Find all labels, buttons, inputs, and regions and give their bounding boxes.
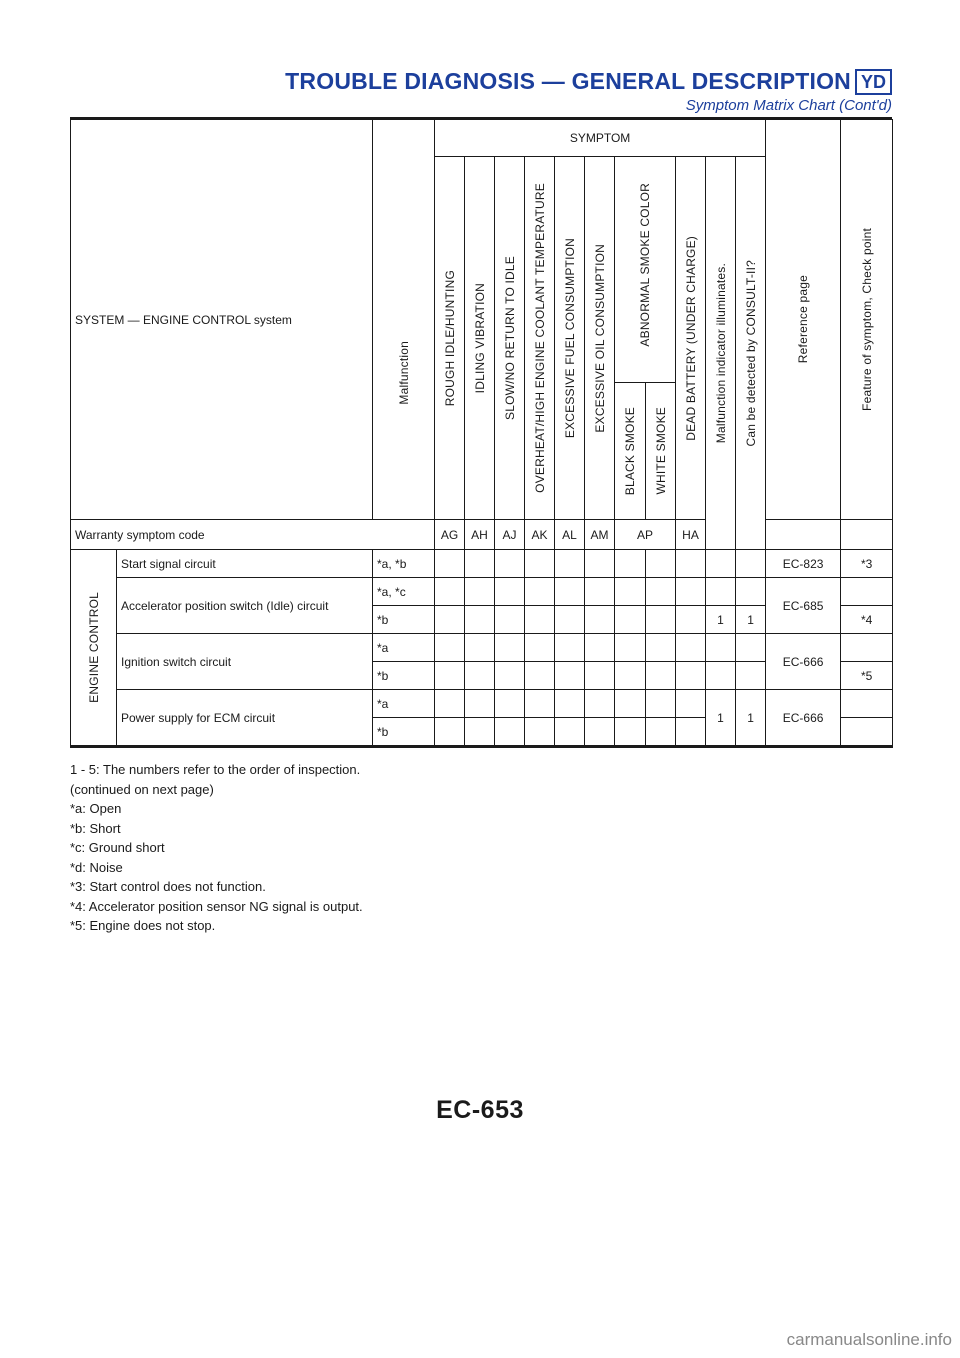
malfunction-value: *a, *c [373, 578, 435, 606]
model-badge: YD [855, 69, 892, 95]
symptom-header-black-smoke [615, 383, 646, 520]
page-title: TROUBLE DIAGNOSIS — GENERAL DESCRIPTION [285, 68, 851, 94]
symptom-group-label: SYMPTOM [569, 131, 631, 145]
reference-page-value: EC-666 [766, 690, 841, 747]
category-label: ENGINE CONTROL [86, 592, 101, 703]
reference-page-header [766, 120, 841, 520]
warranty-code-row [71, 520, 893, 550]
malfunction-header [373, 120, 435, 520]
symptom-label: Can be detected by CONSULT-II? [743, 259, 758, 447]
footnote: *c: Ground short [70, 840, 165, 855]
circuit-name: Power supply for ECM circuit [117, 690, 373, 747]
consult-value: 1 [736, 606, 766, 634]
footnote: *3: Start control does not function. [70, 879, 266, 894]
footnote: *d: Noise [70, 859, 123, 875]
symptom-label: ABNORMAL SMOKE COLOR [638, 182, 653, 347]
malfunction-value: *a [373, 690, 435, 718]
circuit-name: Start signal circuit [117, 550, 373, 578]
symptom-matrix-table [70, 119, 893, 748]
symptom-header-overheat [525, 157, 555, 520]
table-row [71, 550, 893, 578]
feature-value: *3 [841, 550, 893, 578]
table-row [71, 690, 893, 718]
symptom-label: IDLING VIBRATION [472, 282, 487, 394]
symptom-label: BLACK SMOKE [623, 406, 638, 496]
symptom-header-dead-battery [676, 157, 706, 520]
footnote: *b: Short [70, 820, 121, 836]
reference-page-value: EC-666 [766, 634, 841, 690]
malfunction-value: *b [373, 662, 435, 690]
feature-value: *5 [841, 662, 893, 690]
malfunction-label: Malfunction [396, 340, 411, 405]
warranty-code-cell: AJ [495, 520, 525, 550]
symptom-label: ROUGH IDLE/HUNTING [442, 269, 457, 407]
reference-page-value: EC-823 [766, 550, 841, 578]
page-number: EC-653 [436, 1096, 524, 1124]
warranty-label: Warranty symptom code [75, 527, 205, 542]
symptom-header-abnormal-smoke [615, 157, 676, 383]
feature-label: Feature of symptom, Check point [859, 228, 874, 411]
symptom-group-header [435, 120, 766, 157]
malfunction-value: *b [373, 606, 435, 634]
malfunction-value: *b [373, 718, 435, 747]
symptom-label: DEAD BATTERY (UNDER CHARGE) [683, 235, 698, 441]
mil-value: 1 [706, 606, 736, 634]
warranty-code-cell: AL [555, 520, 585, 550]
warranty-code-cell: AG [435, 520, 465, 550]
warranty-code-cell: AK [525, 520, 555, 550]
consult-header [736, 157, 766, 550]
symptom-header-rough-idle [435, 157, 465, 520]
footnotes [70, 760, 892, 936]
malfunction-value: *a [373, 634, 435, 662]
warranty-code-cell: HA [676, 520, 706, 550]
table-row [71, 634, 893, 662]
table-row [71, 578, 893, 606]
warranty-empty-cell [841, 520, 893, 550]
symptom-label: WHITE SMOKE [653, 407, 668, 495]
footnote: 1 - 5: The numbers refer to the order of inspection. [70, 762, 361, 777]
symptom-header-excess-oil [585, 157, 615, 520]
reference-page-value: EC-685 [766, 578, 841, 634]
symptom-header-white-smoke [646, 383, 676, 520]
warranty-empty-cell [766, 520, 841, 550]
page-subtitle: Symptom Matrix Chart (Cont'd) [685, 97, 892, 114]
warranty-code-cell: AH [465, 520, 495, 550]
consult-value: 1 [736, 690, 766, 747]
category-cell [71, 550, 117, 747]
reference-page-label: Reference page [796, 275, 811, 364]
circuit-name: Ignition switch circuit [117, 634, 373, 690]
mil-value: 1 [706, 690, 736, 747]
watermark-text: carmanualsonline.info [786, 1330, 952, 1349]
warranty-code-cell: AP [615, 520, 676, 550]
footnote: (continued on next page) [70, 781, 214, 797]
title-row [70, 68, 892, 95]
footnote: *a: Open [70, 801, 122, 816]
feature-value: *4 [841, 606, 893, 634]
mil-header [706, 157, 736, 550]
symptom-label: Malfunction indicator illuminates. [713, 262, 728, 444]
header-row-1 [71, 120, 893, 157]
symptom-header-idling-vibration [465, 157, 495, 520]
system-label-cell [71, 120, 373, 520]
footnote: *5: Engine does not stop. [70, 918, 216, 933]
system-label: SYSTEM — ENGINE CONTROL system [75, 312, 292, 327]
feature-header [841, 120, 893, 520]
symptom-header-excess-fuel [555, 157, 585, 520]
warranty-code-cell: AM [585, 520, 615, 550]
footnote: *4: Accelerator position sensor NG signal is output. [70, 898, 363, 914]
symptom-label: EXCESSIVE OIL CONSUMPTION [592, 243, 607, 433]
symptom-header-slow-return [495, 157, 525, 520]
circuit-name: Accelerator position switch (Idle) circuit [117, 578, 373, 634]
symptom-label: OVERHEAT/HIGH ENGINE COOLANT TEMPERATURE [532, 183, 547, 493]
warranty-label-cell [71, 520, 435, 550]
symptom-label: EXCESSIVE FUEL CONSUMPTION [562, 237, 577, 439]
page-header [70, 68, 892, 114]
symptom-label: SLOW/NO RETURN TO IDLE [502, 256, 517, 420]
malfunction-value: *a, *b [373, 550, 435, 578]
